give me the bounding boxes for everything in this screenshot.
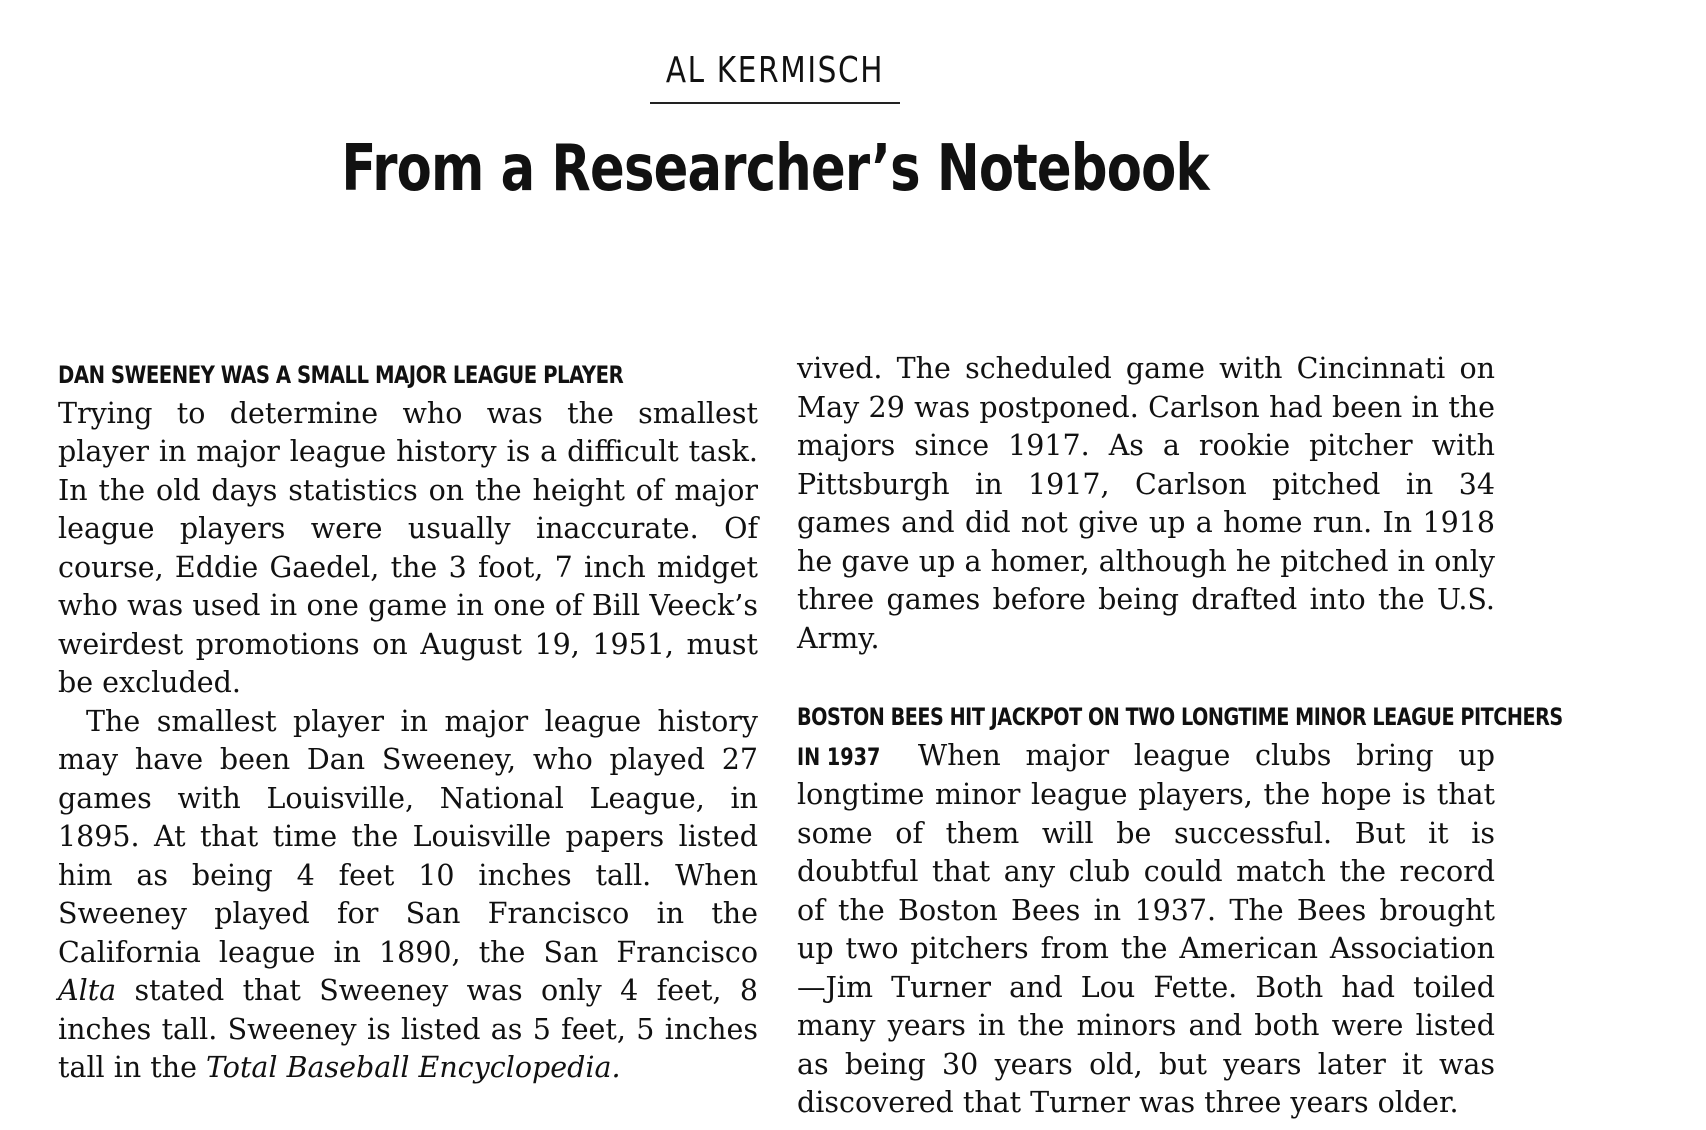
- paragraph-text: The smallest player in major league history may have been Dan Sweeney, who played 27 games with Louisville, National League, in 1895. At that time the Louisville papers listed him as being 4 feet 10 inches tall. When Sweeney played for San Francisco in the California league in 1890, the San Francisco: [58, 704, 758, 969]
- author-byline: AL KERMISCH: [665, 50, 885, 91]
- paragraph-boston-bees: [797, 698, 1563, 1123]
- paragraph-sweeney-height: [58, 703, 758, 1088]
- section-heading-boston-bees: BOSTON BEES HIT JACKPOT ON TWO LONGTIME MINOR LEAGUE PITCHERS: [797, 703, 1563, 731]
- paragraph-text: stated that Sweeney was only 4 feet, 8 inches tall. Sweeney is listed as 5 feet, 5 inches tall in the: [58, 974, 758, 1084]
- section-spacer: [797, 658, 1495, 698]
- newspaper-name: Alta: [58, 974, 117, 1007]
- book-title: Total Baseball Encyclopedia.: [206, 1051, 621, 1084]
- byline-rule: [650, 102, 900, 104]
- section-heading-sweeney: DAN SWEENEY WAS A SMALL MAJOR LEAGUE PLAYER: [58, 361, 624, 389]
- paragraph-carlson-continued: [797, 350, 1495, 658]
- paragraph-sweeney-intro: [58, 355, 758, 703]
- paragraph-text: Trying to determine who was the smallest player in major league history is a difficult task. In the old days statistics on the height of major league players were usually inaccurate. Of course, Eddie Gaedel, the 3 foot, 7 inch midget who was used in one game in one of Bill Veeck’s weirdest promotions on August 19, 1951, must be excluded.: [58, 396, 758, 699]
- left-column: [58, 355, 758, 1088]
- section-heading-boston-bees-year: IN 1937: [797, 742, 881, 771]
- article-title: From a Researcher’s Notebook: [341, 132, 1209, 206]
- paragraph-text: vived. The scheduled game with Cincinnati on May 29 was postponed. Carlson had been in the majors since 1917. As a rookie pitcher with Pittsburgh in 1917, Carlson pitched in 34 games and did not give up a home run. In 1918 he gave up a homer, although he pitched in only three games before being drafted into the U.S. Army.: [797, 352, 1495, 655]
- right-column: [797, 350, 1563, 1123]
- paragraph-text: When major league clubs bring up longtime minor league players, the hope is that some of them will be successful. But it is doubtful that any club could match the record of the Boston Bees in 1937. The Bees brought up two pitchers from the American Association—Jim Turner and Lou Fette. Both had toiled many years in the minors and both were listed as being 30 years old, but years later it was discovered that Turner was three years older.: [797, 738, 1495, 1119]
